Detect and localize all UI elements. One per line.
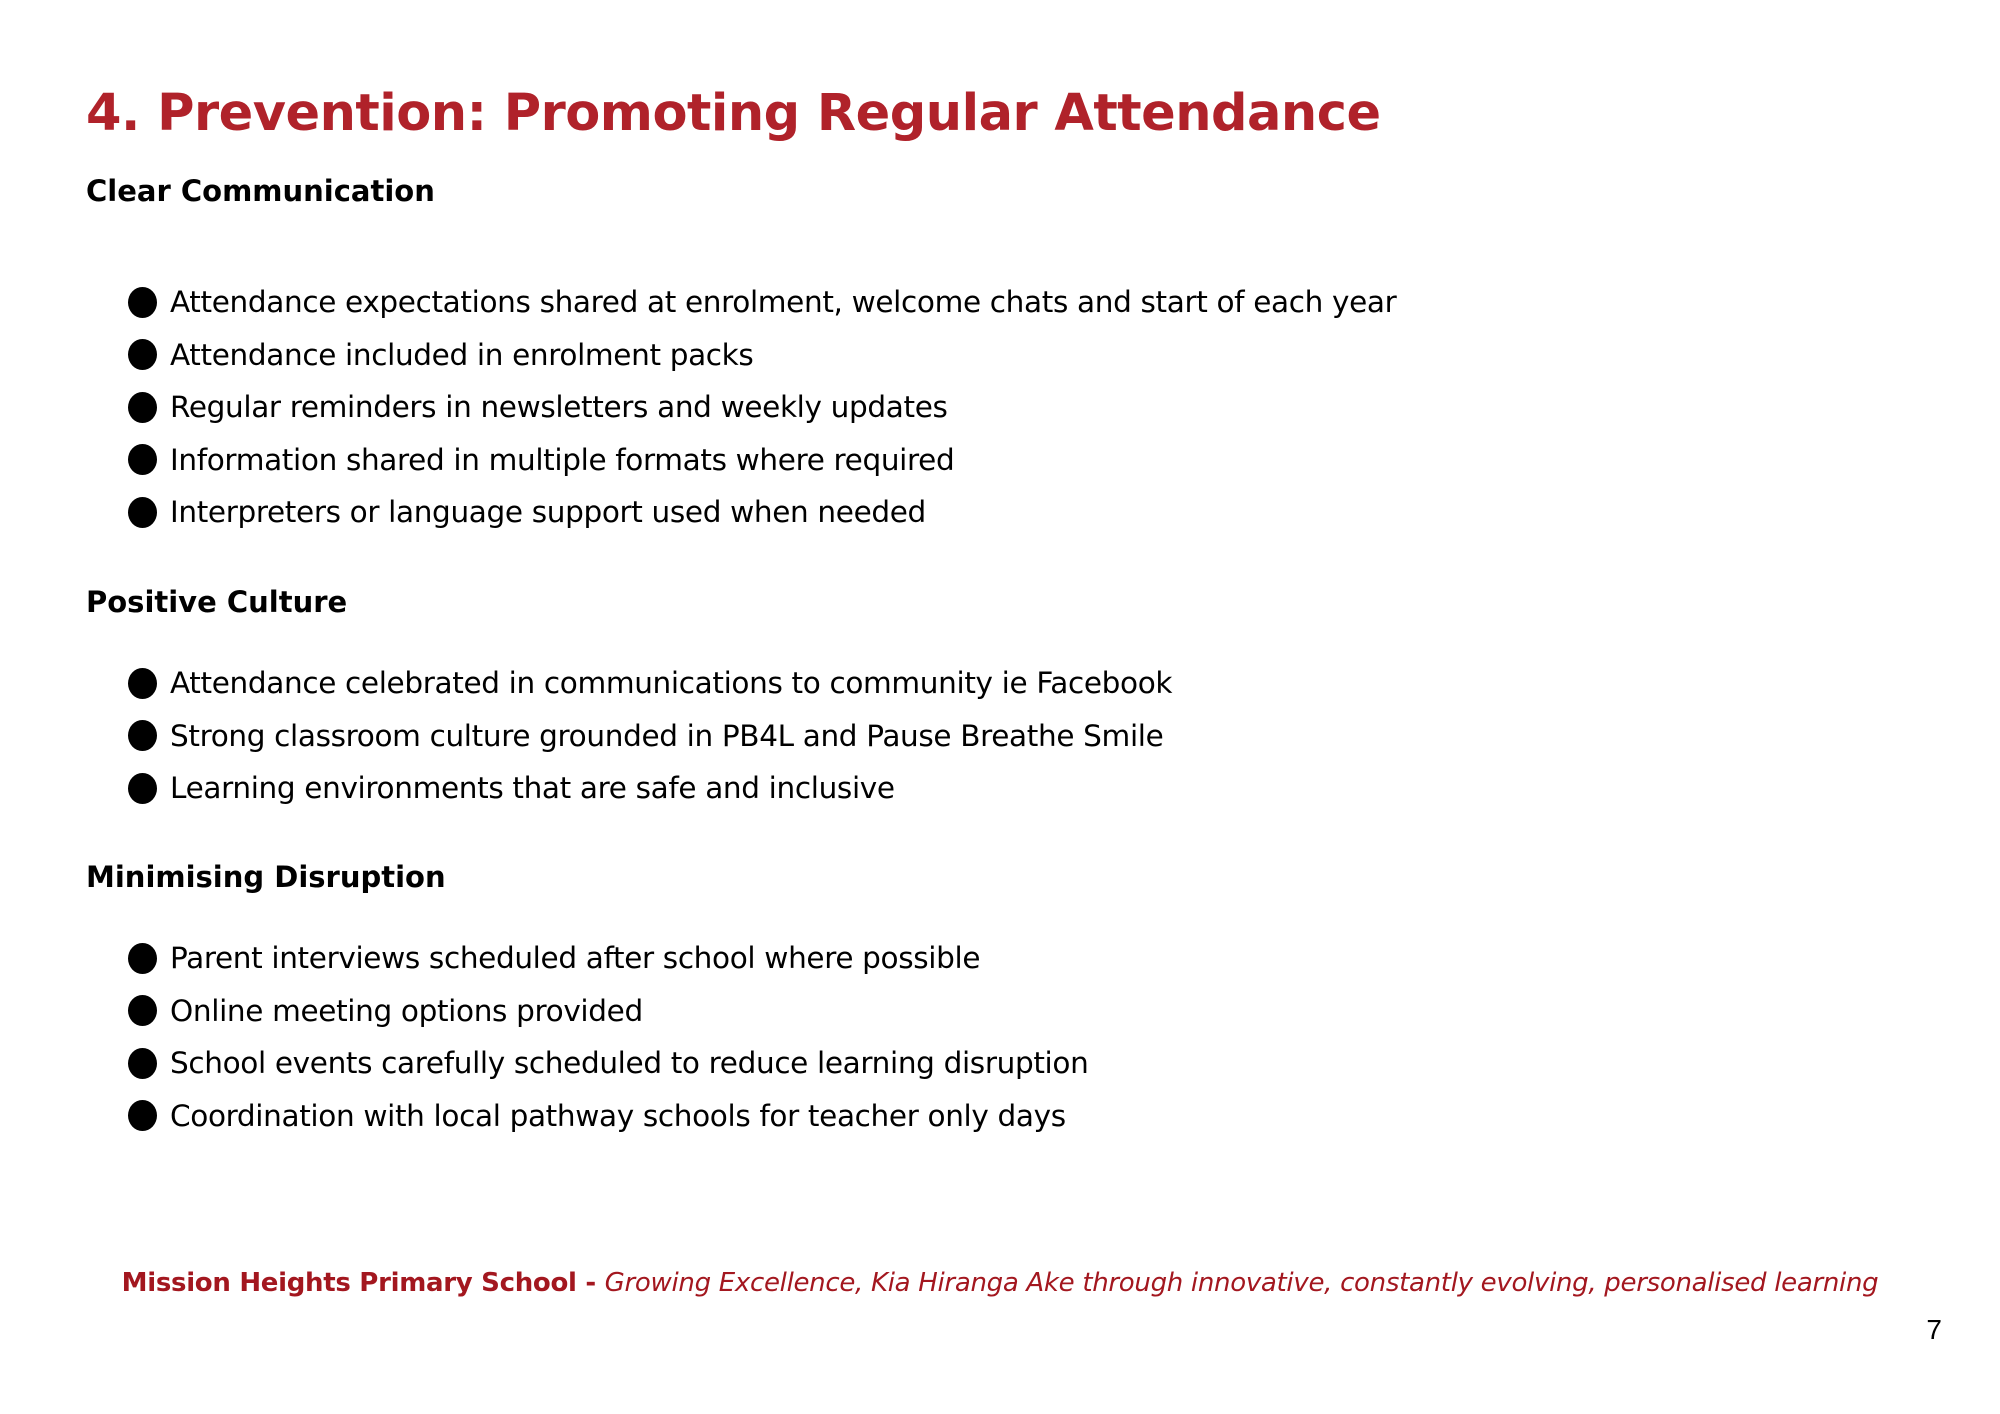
- list-item: [128, 1037, 1088, 1090]
- list-item: [128, 1090, 1088, 1143]
- list-item-text: Interpreters or language support used when needed: [170, 495, 926, 530]
- list-item: [128, 710, 1172, 763]
- list-item-text: Online meeting options provided: [170, 993, 643, 1028]
- bullet-icon: [128, 287, 157, 318]
- page-footer: [0, 1268, 2000, 1298]
- list-item: [128, 932, 1088, 985]
- list-item-text: Regular reminders in newsletters and weekly updates: [170, 390, 948, 425]
- section-heading-positive-culture: Positive Culture: [86, 585, 348, 619]
- list-item-text: Information shared in multiple formats where required: [170, 442, 955, 477]
- bullet-list-positive-culture: [128, 657, 1172, 815]
- list-item-text: Coordination with local pathway schools for teacher only days: [170, 1098, 1066, 1133]
- bullet-icon: [128, 339, 157, 370]
- list-item: [128, 276, 1396, 329]
- footer-school-name: Mission Heights Primary School: [121, 1268, 577, 1298]
- list-item: [128, 434, 1396, 487]
- bullet-icon: [128, 668, 157, 699]
- list-item: [128, 762, 1172, 815]
- footer-separator: -: [576, 1268, 605, 1298]
- bullet-list-clear-communication: [128, 276, 1396, 539]
- bullet-icon: [128, 392, 157, 423]
- bullet-icon: [128, 1048, 157, 1079]
- list-item-text: Parent interviews scheduled after school where possible: [170, 941, 981, 976]
- bullet-icon: [128, 720, 157, 751]
- page-number: 7: [1926, 1314, 1942, 1345]
- list-item: [128, 657, 1172, 710]
- bullet-icon: [128, 773, 157, 804]
- list-item: [128, 985, 1088, 1038]
- list-item: [128, 381, 1396, 434]
- list-item-text: School events carefully scheduled to reduce learning disruption: [170, 1046, 1089, 1081]
- bullet-icon: [128, 995, 157, 1026]
- section-heading-minimising-disruption: Minimising Disruption: [86, 860, 446, 894]
- bullet-icon: [128, 1100, 157, 1131]
- section-heading-clear-communication: Clear Communication: [86, 174, 435, 208]
- bullet-icon: [128, 497, 157, 528]
- footer-tagline: Growing Excellence, Kia Hiranga Ake through innovative, constantly evolving, personalised learning: [604, 1268, 1879, 1298]
- bullet-icon: [128, 943, 157, 974]
- list-item: [128, 486, 1396, 539]
- list-item-text: Attendance expectations shared at enrolment, welcome chats and start of each year: [170, 285, 1397, 320]
- page-title: 4. Prevention: Promoting Regular Attendance: [86, 84, 1381, 143]
- bullet-list-minimising-disruption: [128, 932, 1088, 1142]
- list-item-text: Attendance included in enrolment packs: [170, 337, 754, 372]
- list-item-text: Learning environments that are safe and inclusive: [170, 771, 895, 806]
- list-item: [128, 329, 1396, 382]
- bullet-icon: [128, 444, 157, 475]
- list-item-text: Strong classroom culture grounded in PB4L and Pause Breathe Smile: [170, 718, 1164, 753]
- list-item-text: Attendance celebrated in communications to community ie Facebook: [170, 666, 1173, 701]
